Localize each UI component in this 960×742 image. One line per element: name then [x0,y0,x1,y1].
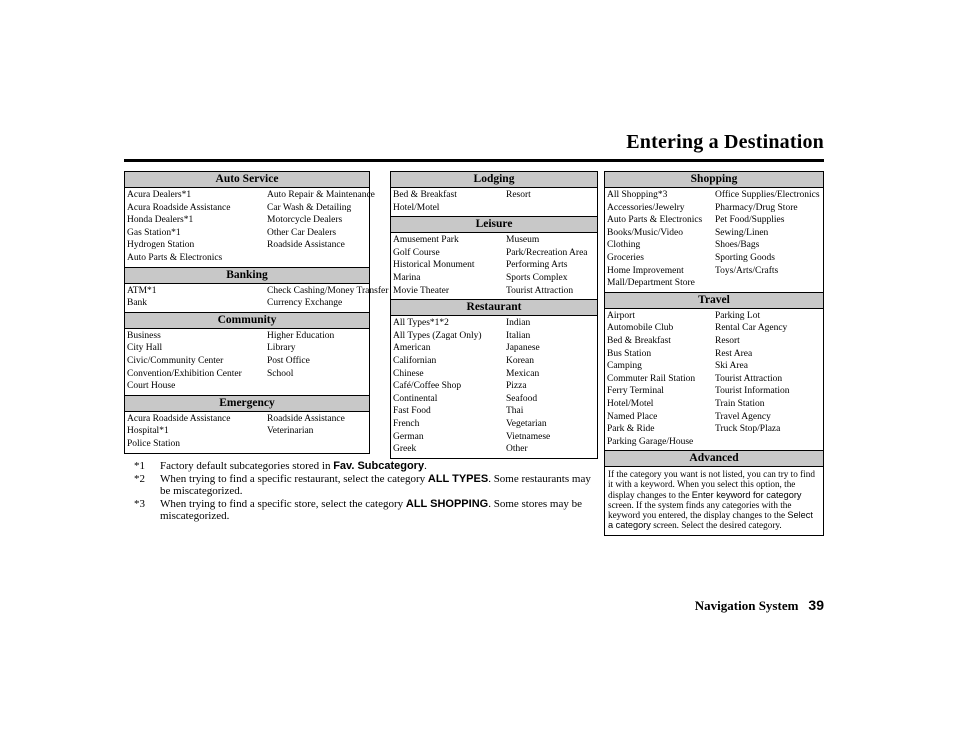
category-list [125,188,375,267]
category-item: Honda Dealers*1 [127,215,194,226]
footnote-text-part: . Some stores may be miscategorized. [160,497,582,522]
category-list [605,188,823,292]
category-item: Amusement Park [393,235,459,246]
category-item: German [393,431,424,442]
category-item: Tourist Attraction [506,285,574,296]
category-item: Train Station [715,398,765,409]
category-item: Tourist Attraction [715,373,783,384]
category-item: Shoes/Bags [715,240,760,251]
category-item: Pet Food/Supplies [715,215,785,226]
category-item: Rest Area [715,348,753,359]
category-item: Travel Agency [715,411,771,422]
category-item: Veterinarian [267,426,314,437]
category-item: Vegetarian [506,418,547,429]
category-item: Accessories/Jewelry [607,202,685,213]
category-item: Named Place [607,411,658,422]
category-item: Parking Garage/House [607,436,694,447]
category-item: Golf Course [393,247,440,258]
footnote-text [160,460,427,473]
footnote [134,460,594,473]
category-list [125,284,389,312]
category-item: Commuter Rail Station [607,373,696,384]
category-item: Check Cashing/Money Transfer [267,285,389,296]
category-item: Mall/Department Store [607,278,695,289]
category-item: All Shopping*3 [607,190,668,200]
section-header-banking: Banking [125,267,369,284]
category-item: Hotel/Motel [607,398,654,409]
category-item: Clothing [607,240,641,251]
category-item: Convention/Exhibition Center [127,368,242,379]
category-item: Tourist Information [715,386,790,397]
category-item [267,252,375,265]
category-item: All Types (Zagat Only) [393,330,482,341]
category-item: Currency Exchange [267,298,343,309]
category-item: Acura Roadside Assistance [127,202,231,213]
section-header-travel: Travel [605,292,823,309]
footnote-text-part: Factory default subcategories stored in [160,460,334,472]
footnotes [134,460,594,523]
category-item: Gas Station*1 [127,227,181,238]
category-name: ALL TYPES [427,472,489,485]
footnote-text [160,473,594,498]
footnote-mark: *3 [134,497,145,510]
category-item: Other Car Dealers [267,227,337,238]
category-item: Bed & Breakfast [393,190,457,200]
category-item: Seafood [506,393,538,404]
category-item: Park & Ride [607,424,655,435]
screen-name-enter-keyword: Enter keyword for category [691,489,802,500]
category-list [391,188,597,216]
section-header-lodging: Lodging [391,172,597,188]
category-item: All Types*1*2 [393,318,449,329]
category-item: Japanese [506,343,540,354]
column-lodging-leisure-restaurant [390,171,598,459]
footnote-mark: *2 [134,472,145,485]
category-item: Ski Area [715,361,748,372]
category-item: Thai [506,406,524,417]
category-item: Auto Repair & Maintenance [267,190,375,200]
screen-name-select-category: Select a category [608,510,813,531]
category-item: Chinese [393,368,424,379]
category-item: Car Wash & Detailing [267,202,352,213]
category-item: Vietnamese [506,431,551,442]
category-list [391,316,597,458]
category-item: Groceries [607,252,644,263]
category-item: Performing Arts [506,260,568,271]
category-item: Roadside Assistance [267,240,345,251]
category-item: Motorcycle Dealers [267,215,343,226]
category-item: Museum [506,235,540,246]
advanced-text: screen. Select the desired category. [650,520,782,531]
category-item: City Hall [127,343,163,354]
footnote-text-part: . [424,460,427,472]
category-item: Continental [393,393,438,404]
category-list [605,309,823,451]
category-item [715,436,823,449]
category-item: Auto Parts & Electronics [607,215,703,226]
category-item: Rental Car Agency [715,323,788,334]
category-item: Café/Coffee Shop [393,381,462,392]
category-item: Italian [506,330,531,341]
category-item: Hotel/Motel [393,202,440,213]
category-name: ALL SHOPPING [405,497,489,510]
column-auto-banking-community-emergency [124,171,389,454]
category-item: Higher Education [267,330,335,341]
category-item: Police Station [127,438,181,449]
category-item: Park/Recreation Area [506,247,588,258]
column-shopping-travel-advanced [604,171,824,536]
footnote [134,498,594,523]
category-item: French [393,418,420,429]
category-item: Parking Lot [715,310,761,321]
category-item: Bed & Breakfast [607,335,671,346]
category-item: Greek [393,444,417,455]
category-name: Fav. Subcategory [333,460,425,472]
footnote-text [160,498,594,523]
section-header-community: Community [125,312,369,329]
category-item: Acura Roadside Assistance [127,413,231,424]
category-item [506,202,597,215]
page-title: Entering a Destination [626,131,824,153]
category-item: Pizza [506,381,527,392]
category-item: Office Supplies/Electronics [715,190,820,200]
footer-section-name: Navigation System [694,598,799,613]
advanced-text: screen. If the system finds any categories with the keyword you entered, the display changes to the [608,499,792,521]
category-item: Hospital*1 [127,426,169,437]
section-header-restaurant: Restaurant [391,299,597,316]
category-item: Pharmacy/Drug Store [715,202,798,213]
footnote-text-part: . Some restaurants may be miscategorized. [160,472,591,497]
category-item: Korean [506,355,534,366]
category-item: Sewing/Linen [715,227,769,238]
category-item [267,438,369,451]
category-item: School [267,368,294,379]
category-item: Historical Monument [393,260,475,271]
category-item: Library [267,343,296,354]
category-item: Mexican [506,368,540,379]
footnote-text-part: When trying to find a specific store, select the category [160,497,406,510]
category-item [267,380,369,393]
category-item: Sports Complex [506,272,568,283]
category-item: Home Improvement [607,265,684,276]
category-item: Post Office [267,355,310,366]
category-item: Other [506,444,528,455]
category-item: Bank [127,298,148,309]
title-rule [124,159,824,162]
category-list [125,329,369,395]
category-item: Indian [506,318,531,329]
category-item [715,277,823,290]
category-item: Resort [715,335,740,346]
advanced-description [605,467,823,534]
section-header-advanced: Advanced [605,450,823,467]
category-item: Truck Stop/Plaza [715,424,781,435]
category-item: Hydrogen Station [127,240,195,251]
page-footer [695,597,824,614]
section-header-leisure: Leisure [391,216,597,233]
advanced-text: If the category you want is not listed, you can try to find it with a keyword. When you select this option, the display changes to the [608,469,815,500]
section-header-shopping: Shopping [605,172,823,188]
footnote-mark: *1 [134,460,145,472]
category-item: Fast Food [393,406,431,417]
category-item: Books/Music/Video [607,227,683,238]
category-item: Ferry Terminal [607,386,664,397]
category-item: American [393,343,431,354]
category-item: Court House [127,381,176,392]
category-item: Acura Dealers*1 [127,190,192,200]
category-item: Californian [393,355,437,366]
category-item: Marina [393,272,421,283]
category-item: Roadside Assistance [267,413,345,424]
category-item: Camping [607,361,642,372]
footnote-text-part: When trying to find a specific restaurant, select the category [160,472,428,485]
category-item: Sporting Goods [715,252,775,263]
category-list [125,412,369,453]
footnote [134,473,594,498]
section-header-auto-service: Auto Service [125,172,369,188]
category-item: Bus Station [607,348,652,359]
category-item: Civic/Community Center [127,355,224,366]
category-list [391,233,597,299]
page-number: 39 [808,597,824,613]
category-item: Airport [607,310,635,321]
category-item: Movie Theater [393,285,450,296]
category-item: Business [127,330,161,341]
category-item: Automobile Club [607,323,674,334]
category-item: Toys/Arts/Crafts [715,265,779,276]
category-item: Auto Parts & Electronics [127,252,223,263]
category-item: Resort [506,190,531,200]
category-item: ATM*1 [127,285,157,296]
section-header-emergency: Emergency [125,395,369,412]
